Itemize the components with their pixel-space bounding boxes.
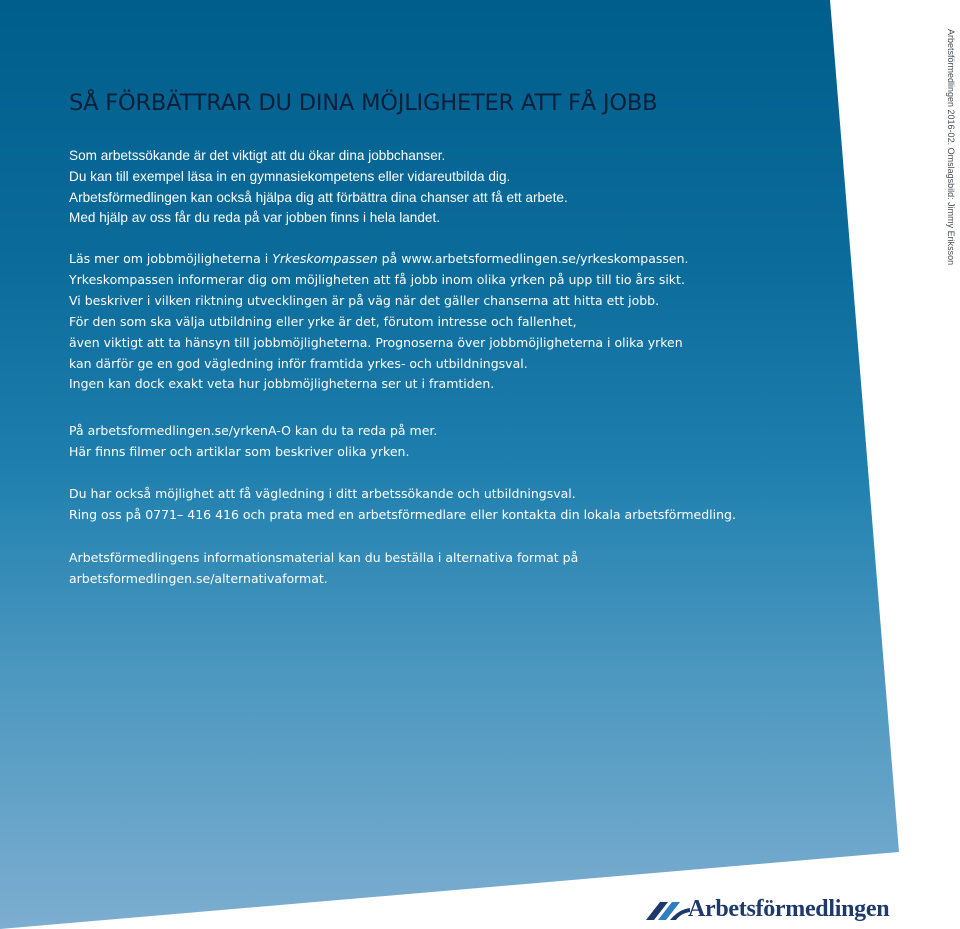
alternative-format-link[interactable]: arbetsformedlingen.se/alternativaformat.: [69, 570, 328, 586]
intro-paragraph: [69, 146, 568, 229]
yrkeskompassen-link-text[interactable]: på www.arbetsformedlingen.se/yrkeskompassen.: [377, 251, 689, 266]
paragraph-line: Vi beskriver i vilken riktning utvecklingen är på väg när det gäller chanserna att hitta ett jobb.: [69, 292, 660, 308]
text-run: Läs mer om jobbmöjligheterna i: [69, 251, 273, 266]
logo-mark-icon: [646, 898, 692, 922]
paragraph-line: även viktigt att ta hänsyn till jobbmöjligheterna. Prognoserna över jobbmöjligheterna i olika yrken: [69, 334, 683, 350]
paragraph-line: För den som ska välja utbildning eller yrke är det, förutom intresse och fallenhet,: [69, 313, 577, 329]
side-credit: Arbetsförmedlingen 2016-02. Omslagsbild: Jimmy Eriksson: [946, 29, 956, 266]
intro-line: Arbetsförmedlingen kan också hjälpa dig att förbättra dina chanser att få ett arbete.: [69, 189, 568, 205]
paragraph-line: Du har också möjlighet att få vägledning i ditt arbetssökande och utbildningsval.: [69, 486, 576, 501]
intro-line: Med hjälp av oss får du reda på var jobben finns i hela landet.: [69, 210, 441, 226]
intro-line: Du kan till exempel läsa in en gymnasiekompetens eller vidareutbilda dig.: [69, 168, 511, 184]
paragraph-line: kan därför ge en god vägledning inför framtida yrkes- och utbildningsval.: [69, 355, 528, 371]
paragraph-line: Yrkeskompassen informerar dig om möjligheten att få jobb inom olika yrken på upp till tio års sikt.: [69, 271, 685, 287]
alternative-format-paragraph: [69, 548, 578, 590]
logo-wordmark: Arbetsförmedlingen: [688, 896, 890, 922]
arbetsformedlingen-logo: [646, 896, 889, 923]
page-heading: SÅ FÖRBÄTTRAR DU DINA MÖJLIGHETER ATT FÅ JOBB: [69, 90, 658, 116]
yrkeskompassen-paragraph: [69, 249, 689, 395]
yrkeskompassen-italic: Yrkeskompassen: [272, 251, 378, 266]
intro-line: Som arbetssökande är det viktigt att du ökar dina jobbchanser.: [69, 148, 446, 163]
paragraph-line: Ingen kan dock exakt veta hur jobbmöjligheterna ser ut i framtiden.: [69, 376, 495, 392]
guidance-paragraph: [69, 484, 736, 526]
paragraph-line: [69, 249, 689, 270]
paragraph-line: Här finns filmer och artiklar som beskriver olika yrken.: [69, 443, 410, 459]
yrken-link-line[interactable]: På arbetsformedlingen.se/yrkenA-O kan du ta reda på mer.: [69, 423, 438, 438]
phone-line: Ring oss på 0771– 416 416 och prata med en arbetsförmedlare eller kontakta din lokala arbetsförmedling.: [69, 506, 736, 522]
paragraph-line: Arbetsförmedlingens informationsmaterial kan du beställa i alternativa format på: [69, 550, 579, 565]
yrken-paragraph: [69, 421, 437, 463]
